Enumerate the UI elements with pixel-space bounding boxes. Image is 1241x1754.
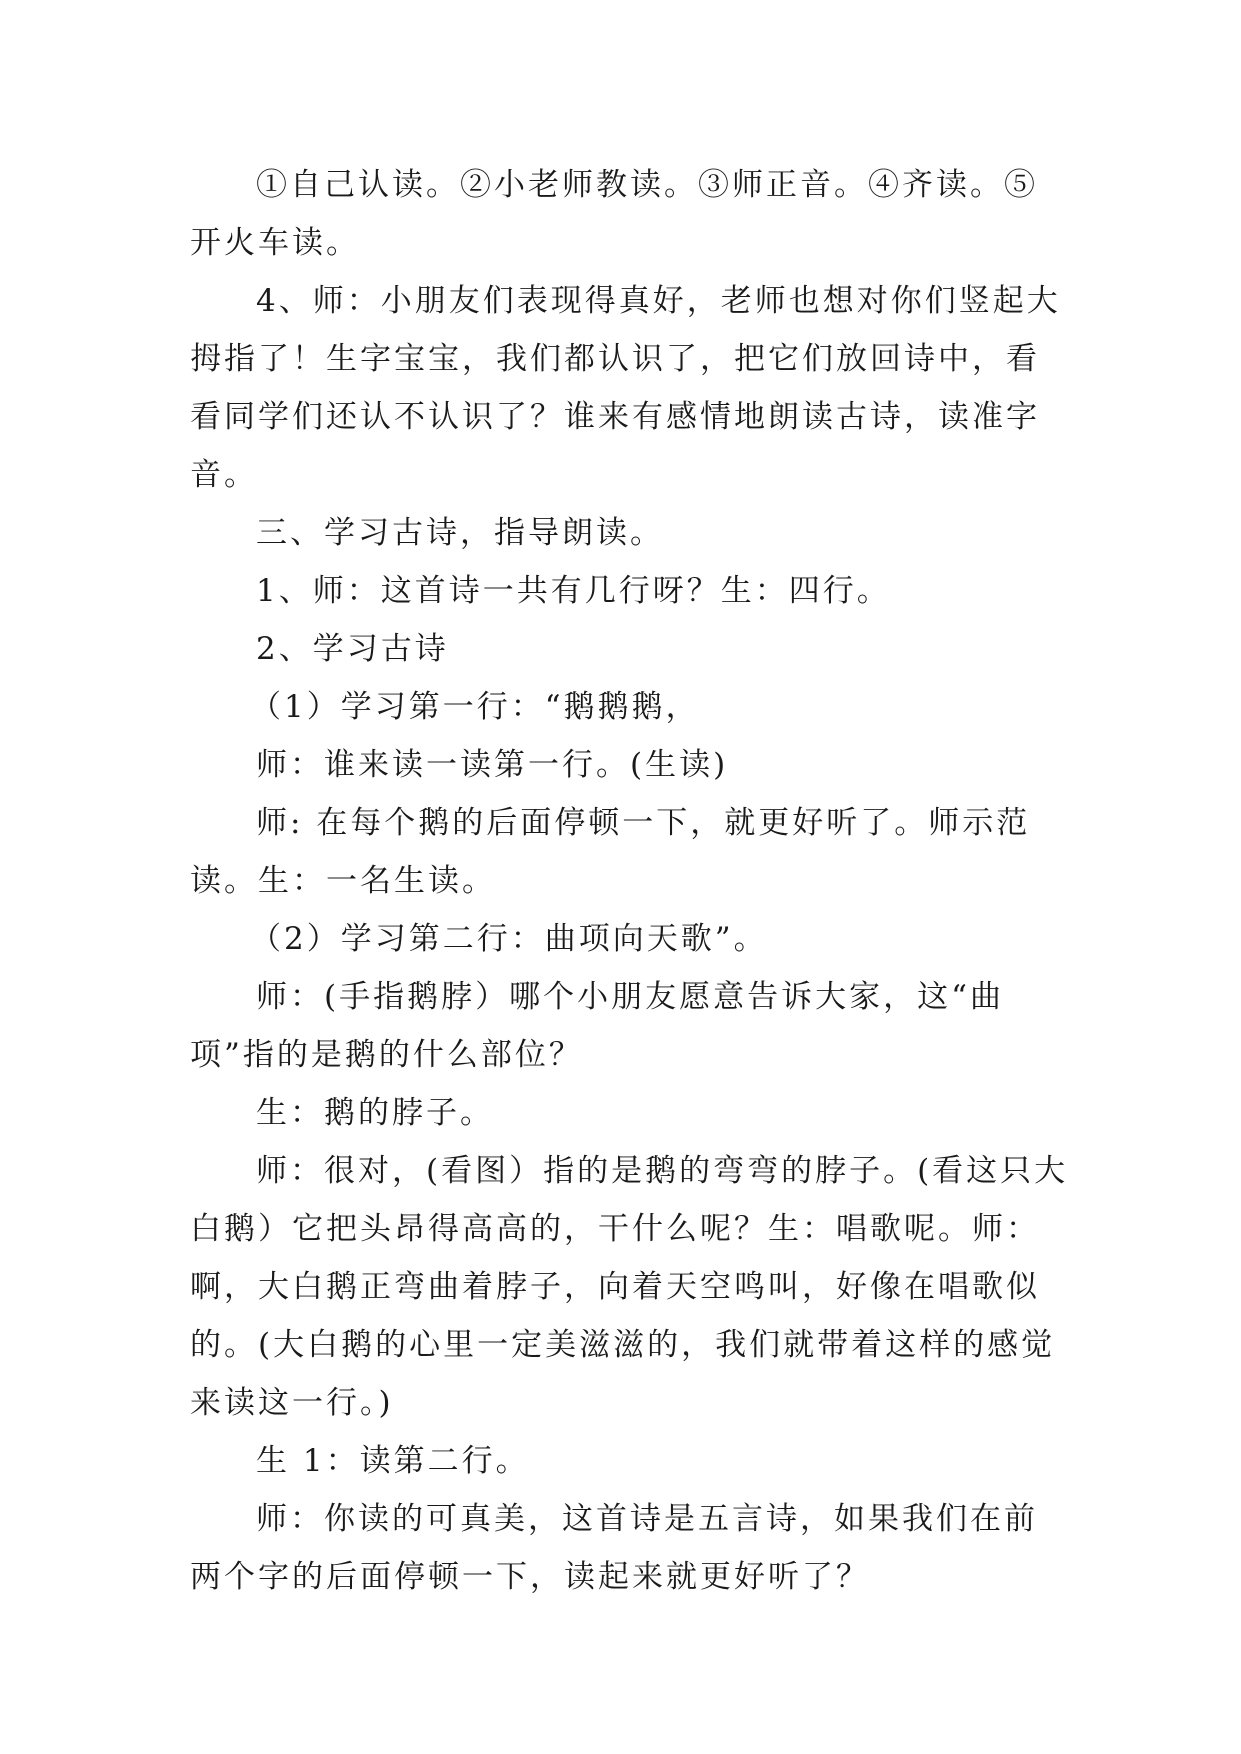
subheading-learn-poem: 2、学习古诗 bbox=[256, 631, 449, 667]
paragraph-neck-answer: 生：鹅的脖子。 bbox=[256, 1095, 494, 1131]
document-body bbox=[190, 156, 1070, 1606]
paragraph-who-reads: 师：谁来读一读第一行。(生读) bbox=[256, 747, 729, 783]
paragraph-step-4: 4、师：小朋友们表现得真好，老师也想对你们竖起大拇指了！生字宝宝，我们都认识了，把它们放回诗中，看看同学们还认不认识了？谁来有感情地朗读古诗，读准字音。 bbox=[190, 283, 1061, 493]
paragraph-line-count: 1、师：这首诗一共有几行呀？生：四行。 bbox=[256, 573, 891, 609]
paragraph-neck-question: 师：(手指鹅脖）哪个小朋友愿意告诉大家，这“曲项”指的是鹅的什么部位？ bbox=[190, 979, 1004, 1073]
subheading-line-two: （2）学习第二行：曲项向天歌”。 bbox=[250, 921, 768, 957]
paragraph-reading-steps: ①自己认读。②小老师教读。③师正音。④齐读。⑤开火车读。 bbox=[190, 167, 1038, 261]
paragraph-goose-singing: 师：很对，(看图）指的是鹅的弯弯的脖子。(看这只大白鹅）它把头昂得高高的，干什么呢？生：唱歌呢。师：啊，大白鹅正弯曲着脖子，向着天空鸣叫，好像在唱歌似的。(大白鹅的心里一定美滋滋的，我们就带着这样的感觉来读这一行。) bbox=[190, 1153, 1069, 1421]
section-heading-learn-poem: 三、学习古诗，指导朗读。 bbox=[256, 515, 664, 551]
subheading-line-one: （1）学习第一行：“鹅鹅鹅， bbox=[250, 689, 700, 725]
paragraph-five-character: 师：你读的可真美，这首诗是五言诗，如果我们在前两个字的后面停顿一下，读起来就更好听了？ bbox=[190, 1501, 1038, 1595]
paragraph-student-reads: 生 1：读第二行。 bbox=[256, 1443, 530, 1479]
paragraph-pause-demo: 师: 在每个鹅的后面停顿一下，就更好听了。师示范读。生：一名生读。 bbox=[190, 805, 1031, 899]
